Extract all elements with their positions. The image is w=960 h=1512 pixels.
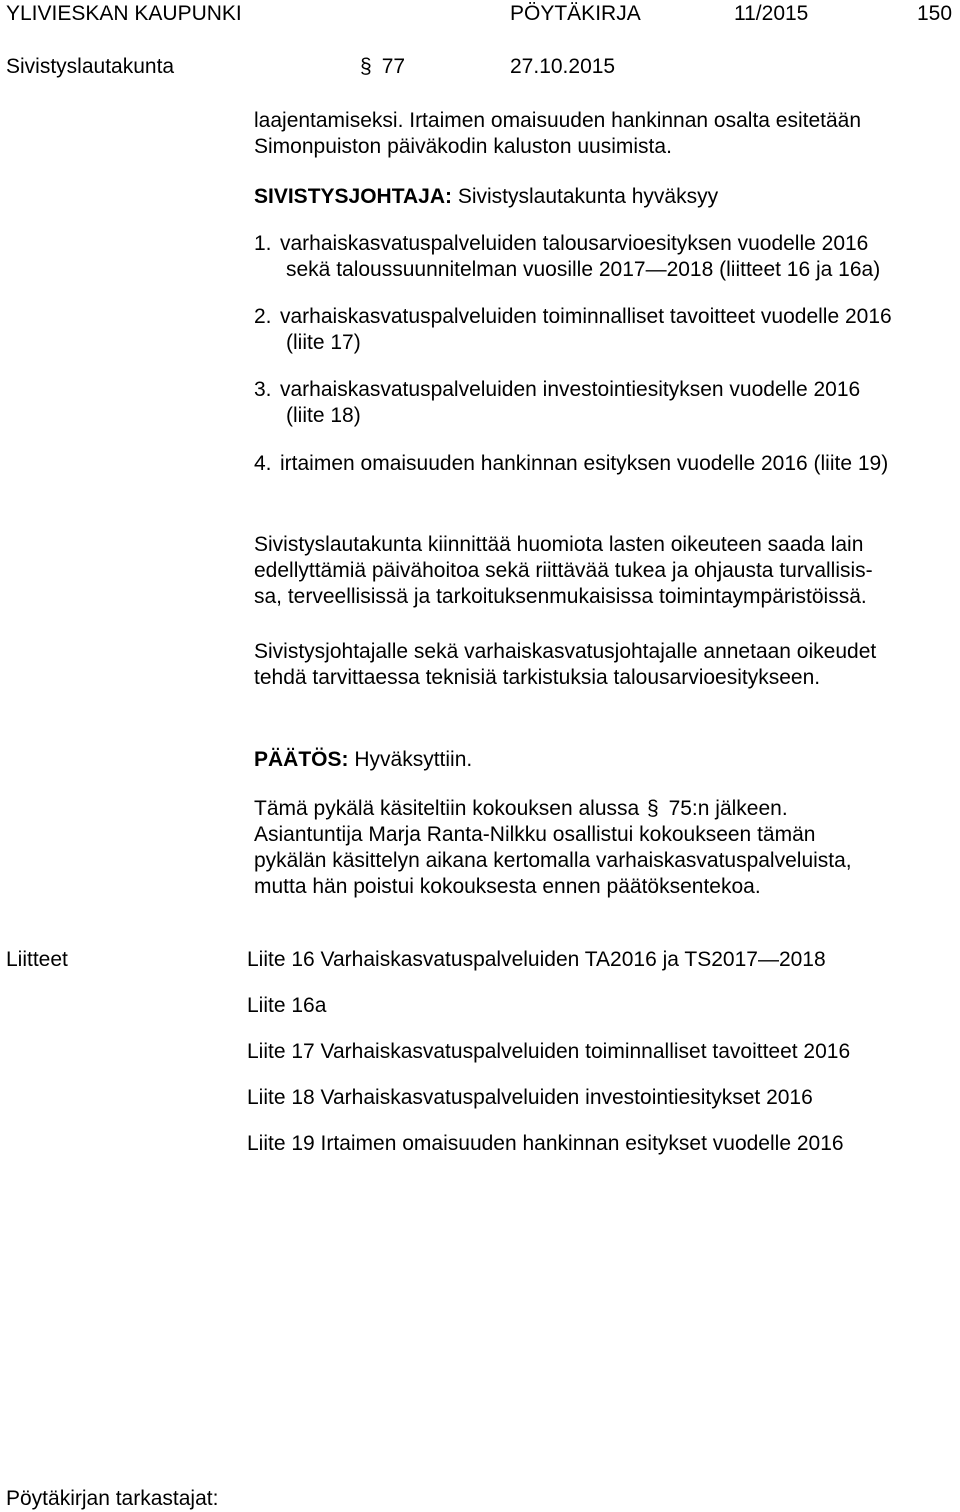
section-reference (358, 54, 405, 80)
list-item (254, 304, 892, 356)
decision-line (254, 747, 472, 773)
note-paragraph (254, 796, 852, 900)
attachment-item: Liite 19 Irtaimen omaisuuden hankinnan esitykset vuodelle 2016 (247, 1132, 844, 1155)
board-name: Sivistyslautakunta (6, 55, 175, 78)
paragraph-rights (254, 532, 873, 610)
paragraph-line: sa, terveellisissä ja tarkoituksenmukaisissa toimintaympäristöissä. (254, 585, 867, 608)
section-number: 77 (381, 55, 406, 78)
signers-label: Pöytäkirjan tarkastajat: (6, 1487, 219, 1510)
paragraph-line: tehdä tarvittaessa teknisiä tarkistuksia talousarvioesitykseen. (254, 666, 821, 689)
note-text: Tämä pykälä käsiteltiin kokouksen alussa (254, 797, 640, 820)
meeting-date: 27.10.2015 (510, 55, 616, 78)
note-line-1 (254, 796, 852, 822)
item-number: 2. (254, 305, 272, 328)
section-symbol: § (360, 55, 372, 78)
item-line-1: varhaiskasvatuspalveluiden investointiesityksen vuodelle 2016 (280, 378, 861, 401)
item-number: 4. (254, 452, 272, 475)
attachment-item: Liite 17 Varhaiskasvatuspalveluiden toiminnalliset tavoitteet 2016 (247, 1040, 851, 1063)
decision-text: Hyväksyttiin. (354, 748, 473, 771)
item-line-2: sekä taloussuunnitelman vuosille 2017—2018 (liitteet 16 ja 16a) (286, 258, 881, 281)
attachment-item: Liite 16 Varhaiskasvatuspalveluiden TA2016 ja TS2017—2018 (247, 948, 826, 971)
paragraph-line: Sivistyslautakunta kiinnittää huomiota lasten oikeuteen saada lain (254, 533, 864, 556)
item-line-2: (liite 17) (286, 331, 361, 354)
organization-name: YLIVIESKAN KAUPUNKI (6, 2, 242, 25)
item-line-1: varhaiskasvatuspalveluiden toiminnalliset tavoitteet vuodelle 2016 (280, 305, 892, 328)
document-number: 11/2015 (734, 2, 809, 25)
paragraph-line: edellyttämiä päivähoitoa sekä riittävää tukea ja ohjausta turvallisis- (254, 559, 873, 582)
document-type: PÖYTÄKIRJA (510, 2, 641, 25)
note-line-4: mutta hän poistui kokouksesta ennen päätöksentekoa. (254, 875, 761, 898)
note-text: 75:n jälkeen. (668, 797, 788, 820)
proposal-label: SIVISTYSJOHTAJA: (254, 185, 452, 208)
item-line-1: varhaiskasvatuspalveluiden talousarvioesityksen vuodelle 2016 (280, 232, 869, 255)
list-item (254, 377, 860, 429)
section-symbol: § (647, 797, 659, 820)
item-number: 1. (254, 232, 272, 255)
list-item (254, 231, 880, 283)
intro-paragraph (254, 108, 861, 160)
paragraph-authorization (254, 639, 876, 691)
proposal-line (254, 184, 718, 210)
list-item (254, 451, 888, 477)
intro-line-2: Simonpuiston päiväkodin kaluston uusimista. (254, 135, 672, 158)
note-line-3: pykälän käsittelyn aikana kertomalla varhaiskasvatuspalveluista, (254, 849, 852, 872)
attachment-item: Liite 16a (247, 994, 327, 1017)
intro-line-1: laajentamiseksi. Irtaimen omaisuuden hankinnan osalta esitetään (254, 109, 862, 132)
item-line-1: irtaimen omaisuuden hankinnan esityksen vuodelle 2016 (liite 19) (280, 452, 889, 475)
item-number: 3. (254, 378, 272, 401)
decision-label: PÄÄTÖS: (254, 748, 349, 771)
item-line-2: (liite 18) (286, 404, 361, 427)
note-line-2: Asiantuntija Marja Ranta-Nilkku osallistui kokoukseen tämän (254, 823, 816, 846)
proposal-text: Sivistyslautakunta hyväksyy (457, 185, 719, 208)
paragraph-line: Sivistysjohtajalle sekä varhaiskasvatusjohtajalle annetaan oikeudet (254, 640, 877, 663)
attachments-label: Liitteet (6, 948, 68, 971)
page-number: 150 (917, 2, 953, 25)
attachment-item: Liite 18 Varhaiskasvatuspalveluiden investointiesitykset 2016 (247, 1086, 813, 1109)
